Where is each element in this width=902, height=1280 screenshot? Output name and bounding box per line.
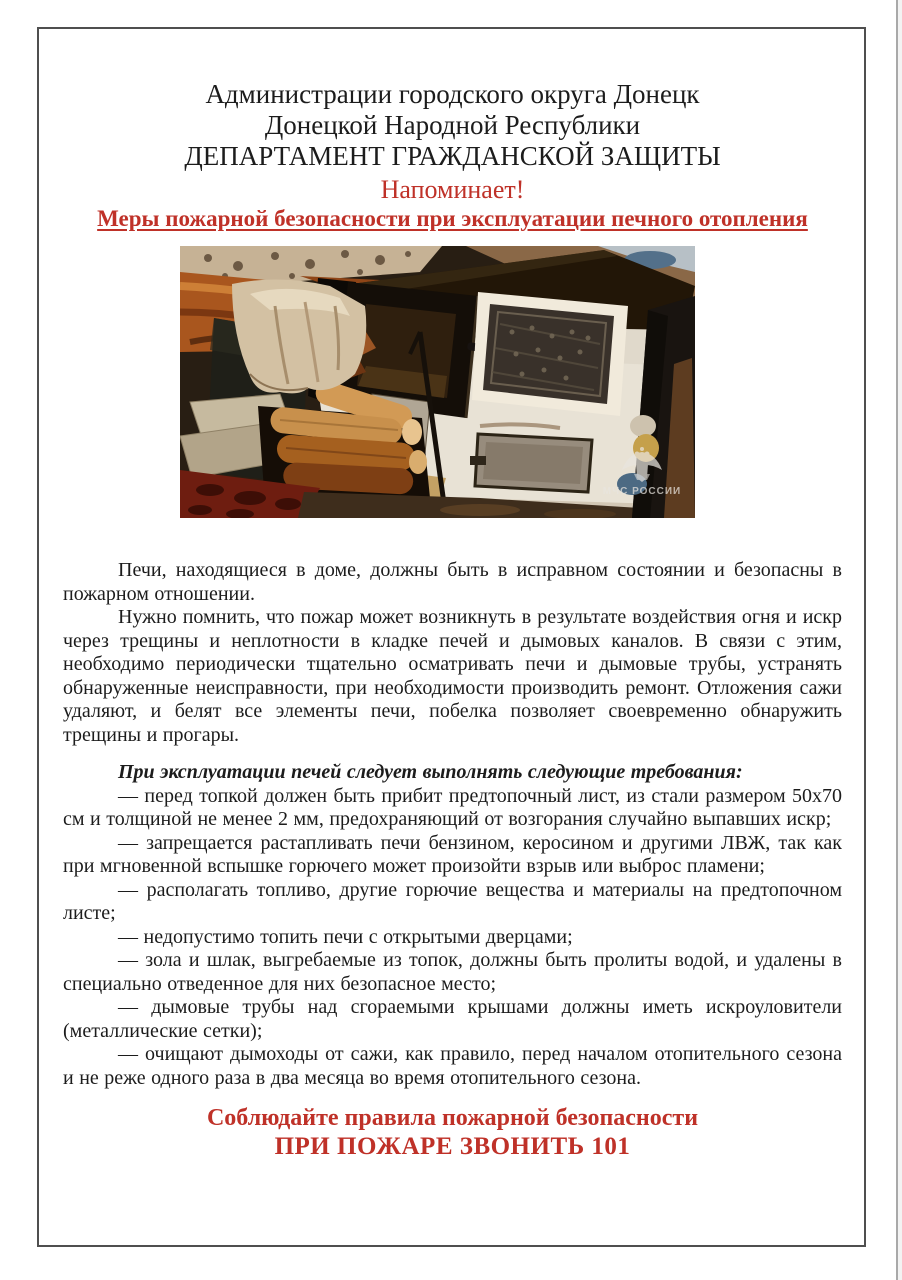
requirement-item-6: — дымовые трубы над сгораемыми крышами должны иметь искроуловители (металлические сетки); (63, 996, 842, 1042)
paragraph-1: Печи, находящиеся в доме, должны быть в исправном состоянии и безопасны в пожарном отношении. (63, 559, 842, 605)
watermark-text: МЧС РОССИИ (602, 486, 682, 497)
org-name-line-2: Донецкой Народной Республики (264, 110, 641, 140)
reminder-text: Напоминает! (380, 175, 525, 204)
requirement-item-3: — располагать топливо, другие горючие вещества и материалы на предтопочном листе; (63, 878, 842, 924)
document-header (63, 79, 842, 232)
document-border-frame (37, 27, 866, 1247)
towel (232, 279, 366, 393)
requirement-item-1: — перед топкой должен быть прибит предтопочный лист, из стали размером 50х70 см и толщиной не менее 2 мм, предохраняющий от возгорания случайно выпавших искр; (63, 784, 842, 830)
document-title: Меры пожарной безопасности при эксплуатации печного отопления (97, 206, 808, 231)
stove-photo-illustration (180, 246, 695, 518)
requirement-item-4: — недопустимо топить печи с открытыми дверцами; (118, 925, 573, 948)
footer-safety-rules: Соблюдайте правила пожарной безопасности (206, 1105, 699, 1131)
paragraph-2: Нужно помнить, что пожар может возникнуть в результате воздействия огня и искр через трещины и неплотности в кладке печей и дымовых каналов. В связи с этим, необходимо периодически тщательно осматривать печи и дымовые трубы, устранять обнаруженные неисправности, при необходимости производить ремонт. Отложения сажи удаляют, и белят все элементы печи, побелка позволяет своевременно обнаружить трещины и прогары. (63, 606, 842, 746)
requirement-item-2: — запрещается растапливать печи бензином, керосином и другими ЛВЖ, так как при мгновенной вспышке горючего может произойти взрыв или выброс пламени; (63, 831, 842, 877)
requirement-item-7: — очищают дымоходы от сажи, как правило, перед началом отопительного сезона и не реже одного раза в два месяца во время отопительного сезона. (63, 1043, 842, 1089)
document-footer (63, 1104, 842, 1161)
department-name: ДЕПАРТАМЕНТ ГРАЖДАНСКОЙ ЗАЩИТЫ (184, 141, 721, 171)
page-scan-edge (896, 0, 898, 1280)
scan-background-strip (898, 0, 902, 1280)
org-name-line-1: Администрации городского округа Донецк (205, 79, 700, 109)
footer-emergency-number: ПРИ ПОЖАРЕ ЗВОНИТЬ 101 (274, 1133, 631, 1160)
stove-photo (180, 246, 695, 518)
requirements-heading: При эксплуатации печей следует выполнять следующие требования: (118, 761, 743, 783)
cast-iron-oven-door (472, 292, 628, 416)
requirement-item-5: — зола и шлак, выгребаемые из топок, должны быть пролиты водой, и удалены в специально отведенное для них безопасное место; (63, 949, 842, 995)
document-content (63, 29, 842, 1161)
